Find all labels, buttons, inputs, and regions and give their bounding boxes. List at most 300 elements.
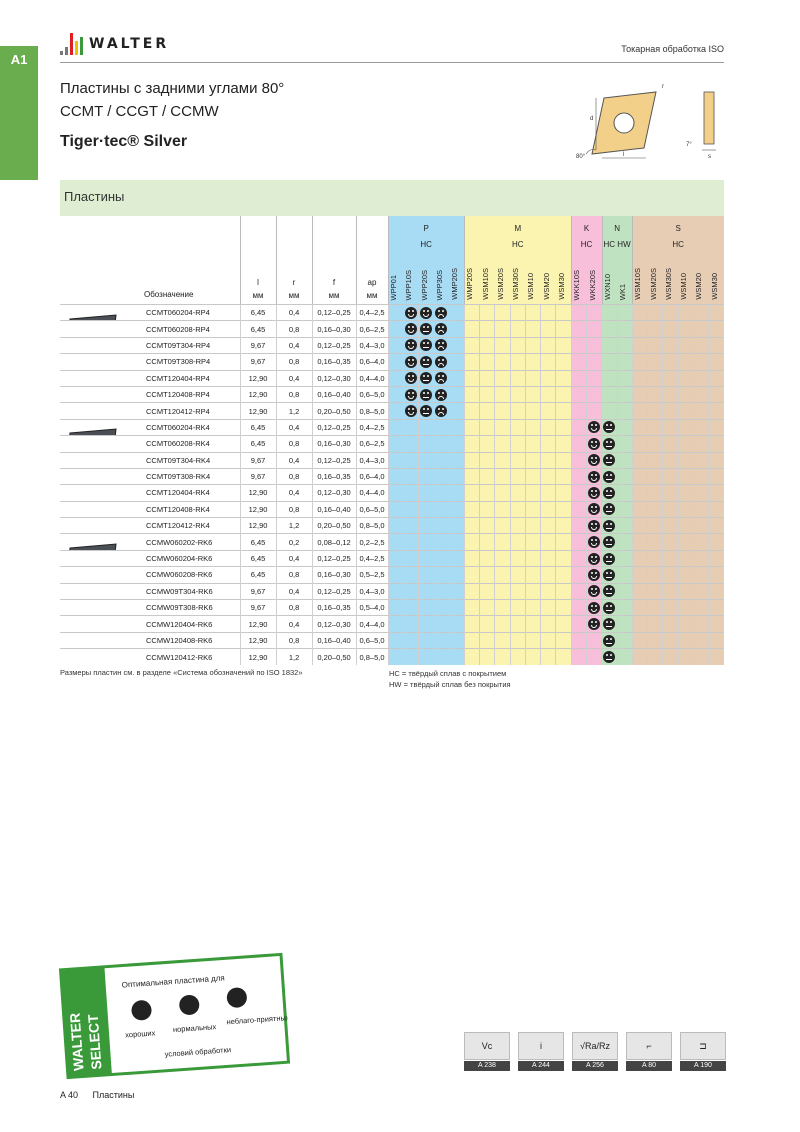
grade-cell	[419, 386, 434, 402]
grade-cell	[495, 550, 510, 566]
bad-rating-icon	[435, 389, 447, 401]
grade-cell	[495, 485, 510, 501]
cell-code: CCMT120412-RP4	[144, 403, 240, 419]
grade-cell	[663, 337, 678, 353]
grade-cell	[586, 534, 601, 550]
cell-r: 0,4	[276, 485, 312, 501]
cell-l: 6,45	[240, 550, 276, 566]
grade-cell	[525, 534, 540, 550]
cell-l: 6,45	[240, 305, 276, 321]
chapter-tab	[0, 46, 38, 180]
grade-cell	[556, 403, 571, 419]
grade-label: WSM30S	[663, 268, 673, 300]
grade-cell	[632, 321, 647, 337]
grade-cell	[480, 583, 495, 599]
cell-code: CCMW120408-RK6	[144, 632, 240, 648]
grade-cell	[709, 616, 724, 632]
col-header: ap	[367, 278, 377, 287]
grade-cell	[663, 567, 678, 583]
grade-cell	[480, 468, 495, 484]
grade-cell	[709, 632, 724, 648]
good-rating-icon	[405, 372, 417, 384]
grade-cell	[495, 403, 510, 419]
grade-cell	[602, 501, 617, 517]
cell-code: CCMW09T304-RK6	[144, 583, 240, 599]
grade-cell	[556, 337, 571, 353]
dim-d: d	[590, 116, 594, 122]
insert-photo	[60, 616, 144, 632]
grade-cell	[663, 370, 678, 386]
grade-cell	[617, 452, 632, 468]
grade-cell	[419, 370, 434, 386]
grade-cell	[693, 567, 708, 583]
grade-cell	[419, 485, 434, 501]
grade-cell	[434, 583, 449, 599]
boring-bar-icon-glyph: ⊐	[680, 1032, 726, 1060]
grade-cell	[510, 649, 525, 665]
info-icon[interactable]	[518, 1032, 564, 1072]
cell-ap: 0,6–4,0	[356, 468, 388, 484]
grade-cell	[617, 370, 632, 386]
grade-cell	[602, 567, 617, 583]
grade-cell	[464, 452, 479, 468]
grade-cell	[586, 419, 601, 435]
mid-rating-icon	[603, 471, 615, 483]
grade-cell	[403, 403, 418, 419]
cell-code: CCMW09T308-RK6	[144, 600, 240, 616]
table-row	[60, 452, 724, 468]
cell-code: CCMT120408-RK4	[144, 501, 240, 517]
bad-rating-icon	[435, 323, 447, 335]
grade-cell	[693, 632, 708, 648]
grade-cell	[464, 386, 479, 402]
cell-f: 0,12–0,25	[312, 419, 356, 435]
grade-cell	[541, 403, 556, 419]
grade-cell	[480, 403, 495, 419]
grade-cell	[403, 583, 418, 599]
grade-cell	[480, 305, 495, 321]
grade-cell	[709, 452, 724, 468]
grade-cell	[663, 386, 678, 402]
grade-cell	[403, 337, 418, 353]
grade-cell	[632, 567, 647, 583]
cell-l: 6,45	[240, 567, 276, 583]
cell-l: 6,45	[240, 321, 276, 337]
grade-cell	[602, 354, 617, 370]
cell-ap: 0,8–5,0	[356, 649, 388, 665]
grade-cell	[709, 386, 724, 402]
grade-cell	[556, 386, 571, 402]
grade-cell	[495, 501, 510, 517]
grade-cell	[678, 305, 693, 321]
grade-cell	[541, 305, 556, 321]
col-unit: мм	[288, 291, 300, 300]
grade-cell	[449, 632, 464, 648]
grade-cell	[693, 534, 708, 550]
grade-cell	[541, 370, 556, 386]
table-row	[60, 583, 724, 599]
grade-cell	[388, 337, 403, 353]
grade-cell	[464, 501, 479, 517]
reference-icons	[464, 1032, 726, 1072]
grade-cell	[617, 518, 632, 534]
grade-cell	[480, 436, 495, 452]
grade-cell	[693, 436, 708, 452]
bad-rating-icon	[435, 405, 447, 417]
grade-cell	[663, 649, 678, 665]
grade-cell	[556, 501, 571, 517]
cell-code: CCMT09T304-RP4	[144, 337, 240, 353]
mid-rating-icon	[603, 585, 615, 597]
cell-f: 0,12–0,25	[312, 337, 356, 353]
cell-ap: 0,4–2,5	[356, 419, 388, 435]
cell-f: 0,16–0,30	[312, 436, 356, 452]
grade-cell	[617, 583, 632, 599]
cell-r: 0,4	[276, 370, 312, 386]
grade-cell	[632, 534, 647, 550]
grade-cell	[586, 321, 601, 337]
grade-cell	[525, 567, 540, 583]
grade-cell	[617, 386, 632, 402]
grade-cell	[709, 649, 724, 665]
col-header: Обозначение	[144, 290, 194, 299]
grade-label: WSM10	[679, 273, 689, 300]
dim-l: l	[623, 152, 625, 158]
good-rating-icon	[588, 585, 600, 597]
grade-cell	[403, 518, 418, 534]
cell-r: 0,4	[276, 550, 312, 566]
insert-photo	[60, 550, 144, 566]
grade-cell	[434, 534, 449, 550]
grade-cell	[602, 386, 617, 402]
grade-label: WSM10S	[480, 268, 490, 300]
cell-r: 0,8	[276, 600, 312, 616]
bad-rating-icon	[435, 372, 447, 384]
grade-label: WMP20S	[450, 268, 460, 300]
grade-cell	[525, 518, 540, 534]
grade-cell	[556, 436, 571, 452]
good-rating-icon	[405, 356, 417, 368]
table-row	[60, 468, 724, 484]
cell-l: 12,90	[240, 649, 276, 665]
grade-cell	[571, 485, 586, 501]
grade-label: WK1	[618, 283, 628, 300]
table-row	[60, 370, 724, 386]
grade-cell	[480, 321, 495, 337]
grade-cell	[419, 518, 434, 534]
page-reference: A 256	[572, 1061, 618, 1071]
grade-cell	[648, 518, 663, 534]
grade-cell	[586, 436, 601, 452]
good-rating-icon	[588, 553, 600, 565]
grade-cell	[571, 403, 586, 419]
grade-cell	[678, 567, 693, 583]
cell-code: CCMT09T304-RK4	[144, 452, 240, 468]
grade-cell	[525, 501, 540, 517]
cell-r: 0,4	[276, 583, 312, 599]
grade-cell	[586, 485, 601, 501]
grade-cell	[388, 370, 403, 386]
cell-ap: 0,4–3,0	[356, 583, 388, 599]
good-rating-icon	[588, 471, 600, 483]
cutting-speed-icon[interactable]	[464, 1032, 510, 1072]
table-row	[60, 354, 724, 370]
cell-code: CCMT060204-RP4	[144, 305, 240, 321]
surface-roughness-icon[interactable]	[572, 1032, 618, 1072]
cell-r: 1,2	[276, 518, 312, 534]
cell-f: 0,12–0,30	[312, 370, 356, 386]
cell-l: 12,90	[240, 386, 276, 402]
grade-cell	[419, 337, 434, 353]
grade-cell	[648, 386, 663, 402]
grade-cell	[525, 550, 540, 566]
grade-cell	[510, 616, 525, 632]
grade-cell	[510, 518, 525, 534]
grade-cell	[510, 386, 525, 402]
mid-rating-icon	[603, 618, 615, 630]
mid-rating-icon	[603, 438, 615, 450]
grade-cell	[586, 616, 601, 632]
walter-select-bad: неблаго-приятных	[226, 1012, 290, 1027]
page-reference: A 80	[626, 1061, 672, 1071]
grade-cell	[571, 305, 586, 321]
table-row	[60, 518, 724, 534]
grade-cell	[648, 501, 663, 517]
grade-cell	[419, 583, 434, 599]
grade-cell	[480, 616, 495, 632]
grade-cell	[495, 419, 510, 435]
grade-cell	[541, 600, 556, 616]
grade-cell	[556, 485, 571, 501]
cell-r: 0,8	[276, 354, 312, 370]
grade-cell	[556, 518, 571, 534]
grade-cell	[480, 632, 495, 648]
dim-r: r	[662, 84, 664, 90]
good-rating-icon	[405, 339, 417, 351]
grade-cell	[602, 616, 617, 632]
grade-cell	[525, 370, 540, 386]
grade-cell	[403, 436, 418, 452]
grade-cell	[648, 583, 663, 599]
table-row	[60, 600, 724, 616]
grade-cell	[510, 468, 525, 484]
grade-cell	[541, 386, 556, 402]
grade-cell	[388, 534, 403, 550]
footnote-hw: HW = твёрдый сплав без покрытия	[389, 680, 511, 689]
grade-cell	[617, 305, 632, 321]
grade-cell	[449, 419, 464, 435]
grade-cell	[388, 567, 403, 583]
grade-cell	[709, 518, 724, 534]
grade-cell	[464, 321, 479, 337]
grade-cell	[525, 468, 540, 484]
grade-cell	[525, 403, 540, 419]
grade-cell	[449, 452, 464, 468]
cell-code: CCMT060204-RK4	[144, 419, 240, 435]
cell-r: 0,8	[276, 436, 312, 452]
grade-cell	[434, 354, 449, 370]
grade-cell	[510, 452, 525, 468]
cell-f: 0,08–0,12	[312, 534, 356, 550]
cell-ap: 0,5–4,0	[356, 600, 388, 616]
cell-code: CCMW060208-RK6	[144, 567, 240, 583]
grade-cell	[510, 583, 525, 599]
mid-rating-icon	[420, 356, 432, 368]
walter-select-brand2: SELECT	[84, 1013, 105, 1071]
good-rating-icon	[588, 487, 600, 499]
grade-cell	[571, 370, 586, 386]
insert-geometry-drawing	[574, 80, 724, 162]
grade-cell	[464, 534, 479, 550]
cell-code: CCMW120412-RK6	[144, 649, 240, 665]
insert-photo-icon	[62, 427, 122, 435]
grade-cell	[632, 436, 647, 452]
section-header: Токарная обработка ISO	[621, 44, 724, 54]
grade-cell	[571, 337, 586, 353]
boring-bar-icon[interactable]	[680, 1032, 726, 1072]
grade-cell	[495, 534, 510, 550]
grade-cell	[709, 403, 724, 419]
col-unit: мм	[252, 291, 264, 300]
page-number: A 40	[60, 1090, 79, 1100]
grade-cell	[632, 501, 647, 517]
grade-cell	[663, 436, 678, 452]
grade-cell	[648, 616, 663, 632]
grade-cell	[449, 649, 464, 665]
grade-cell	[586, 632, 601, 648]
grade-cell	[541, 518, 556, 534]
walter-select-heading: Оптимальная пластина для	[121, 973, 226, 990]
grade-cell	[419, 354, 434, 370]
cell-f: 0,16–0,35	[312, 354, 356, 370]
footer-chapter: Пластины	[92, 1090, 135, 1100]
table-row	[60, 337, 724, 353]
grade-cell	[571, 567, 586, 583]
grade-cell	[434, 632, 449, 648]
grade-cell	[556, 305, 571, 321]
grade-cell	[495, 567, 510, 583]
grade-cell	[678, 403, 693, 419]
grade-cell	[388, 321, 403, 337]
grade-cell	[663, 452, 678, 468]
cell-ap: 0,5–2,5	[356, 567, 388, 583]
grade-cell	[586, 452, 601, 468]
bad-rating-icon	[435, 307, 447, 319]
grade-cell	[403, 616, 418, 632]
mid-rating-icon	[420, 372, 432, 384]
cutting-speed-icon-glyph: Vc	[464, 1032, 510, 1060]
grade-cell	[464, 403, 479, 419]
mid-rating-icon	[420, 405, 432, 417]
table-row	[60, 386, 724, 402]
cell-f: 0,20–0,50	[312, 649, 356, 665]
table-row	[60, 501, 724, 517]
grade-cell	[709, 468, 724, 484]
grade-cell	[480, 600, 495, 616]
grade-cell	[388, 419, 403, 435]
grade-cell	[586, 354, 601, 370]
grade-cell	[480, 550, 495, 566]
grade-label: WKK20S	[587, 269, 597, 300]
grade-cell	[525, 436, 540, 452]
grade-cell	[403, 485, 418, 501]
grade-cell	[571, 534, 586, 550]
grade-cell	[571, 550, 586, 566]
material-group-coating: HC HW	[603, 240, 631, 249]
grade-cell	[678, 649, 693, 665]
grade-cell	[709, 305, 724, 321]
grade-cell	[693, 649, 708, 665]
grade-cell	[617, 485, 632, 501]
grade-cell	[709, 534, 724, 550]
grade-cell	[388, 386, 403, 402]
grade-cell	[464, 419, 479, 435]
cell-ap: 0,4–3,0	[356, 337, 388, 353]
grade-cell	[419, 419, 434, 435]
grade-cell	[556, 649, 571, 665]
grade-cell	[449, 616, 464, 632]
grade-cell	[571, 600, 586, 616]
grade-cell	[632, 550, 647, 566]
grade-cell	[602, 403, 617, 419]
grade-cell	[419, 649, 434, 665]
grade-cell	[648, 305, 663, 321]
grade-cell	[449, 567, 464, 583]
insert-photo	[60, 468, 144, 484]
logo-text: WALTER	[89, 36, 170, 52]
grade-cell	[495, 370, 510, 386]
grade-cell	[709, 436, 724, 452]
grade-cell	[434, 452, 449, 468]
grade-cell	[678, 370, 693, 386]
mid-rating-icon	[603, 536, 615, 548]
grade-cell	[495, 616, 510, 632]
grade-cell	[602, 321, 617, 337]
grade-cell	[495, 386, 510, 402]
grade-cell	[648, 600, 663, 616]
grade-cell	[617, 534, 632, 550]
good-rating-icon	[405, 323, 417, 335]
grade-cell	[648, 550, 663, 566]
cell-code: CCMT09T308-RK4	[144, 468, 240, 484]
material-group-letter: M	[514, 224, 522, 233]
mid-rating-icon	[603, 651, 615, 663]
insert-photo	[60, 354, 144, 370]
grade-cell	[709, 600, 724, 616]
grade-cell	[449, 370, 464, 386]
mid-rating-icon	[420, 389, 432, 401]
grade-cell	[541, 468, 556, 484]
insert-photo	[60, 403, 144, 419]
grade-label: WPP30S	[434, 269, 444, 300]
grade-cell	[571, 321, 586, 337]
grade-cell	[434, 501, 449, 517]
grade-cell	[541, 632, 556, 648]
toolholder-icon[interactable]	[626, 1032, 672, 1072]
grade-cell	[495, 354, 510, 370]
good-rating-icon	[588, 536, 600, 548]
grade-cell	[632, 583, 647, 599]
grade-cell	[586, 370, 601, 386]
grade-cell	[510, 419, 525, 435]
col-header: l	[257, 278, 259, 287]
grade-cell	[663, 616, 678, 632]
grade-cell	[419, 616, 434, 632]
grade-cell	[388, 649, 403, 665]
grade-cell	[434, 337, 449, 353]
mid-rating-icon	[603, 520, 615, 532]
insert-photo	[60, 501, 144, 517]
